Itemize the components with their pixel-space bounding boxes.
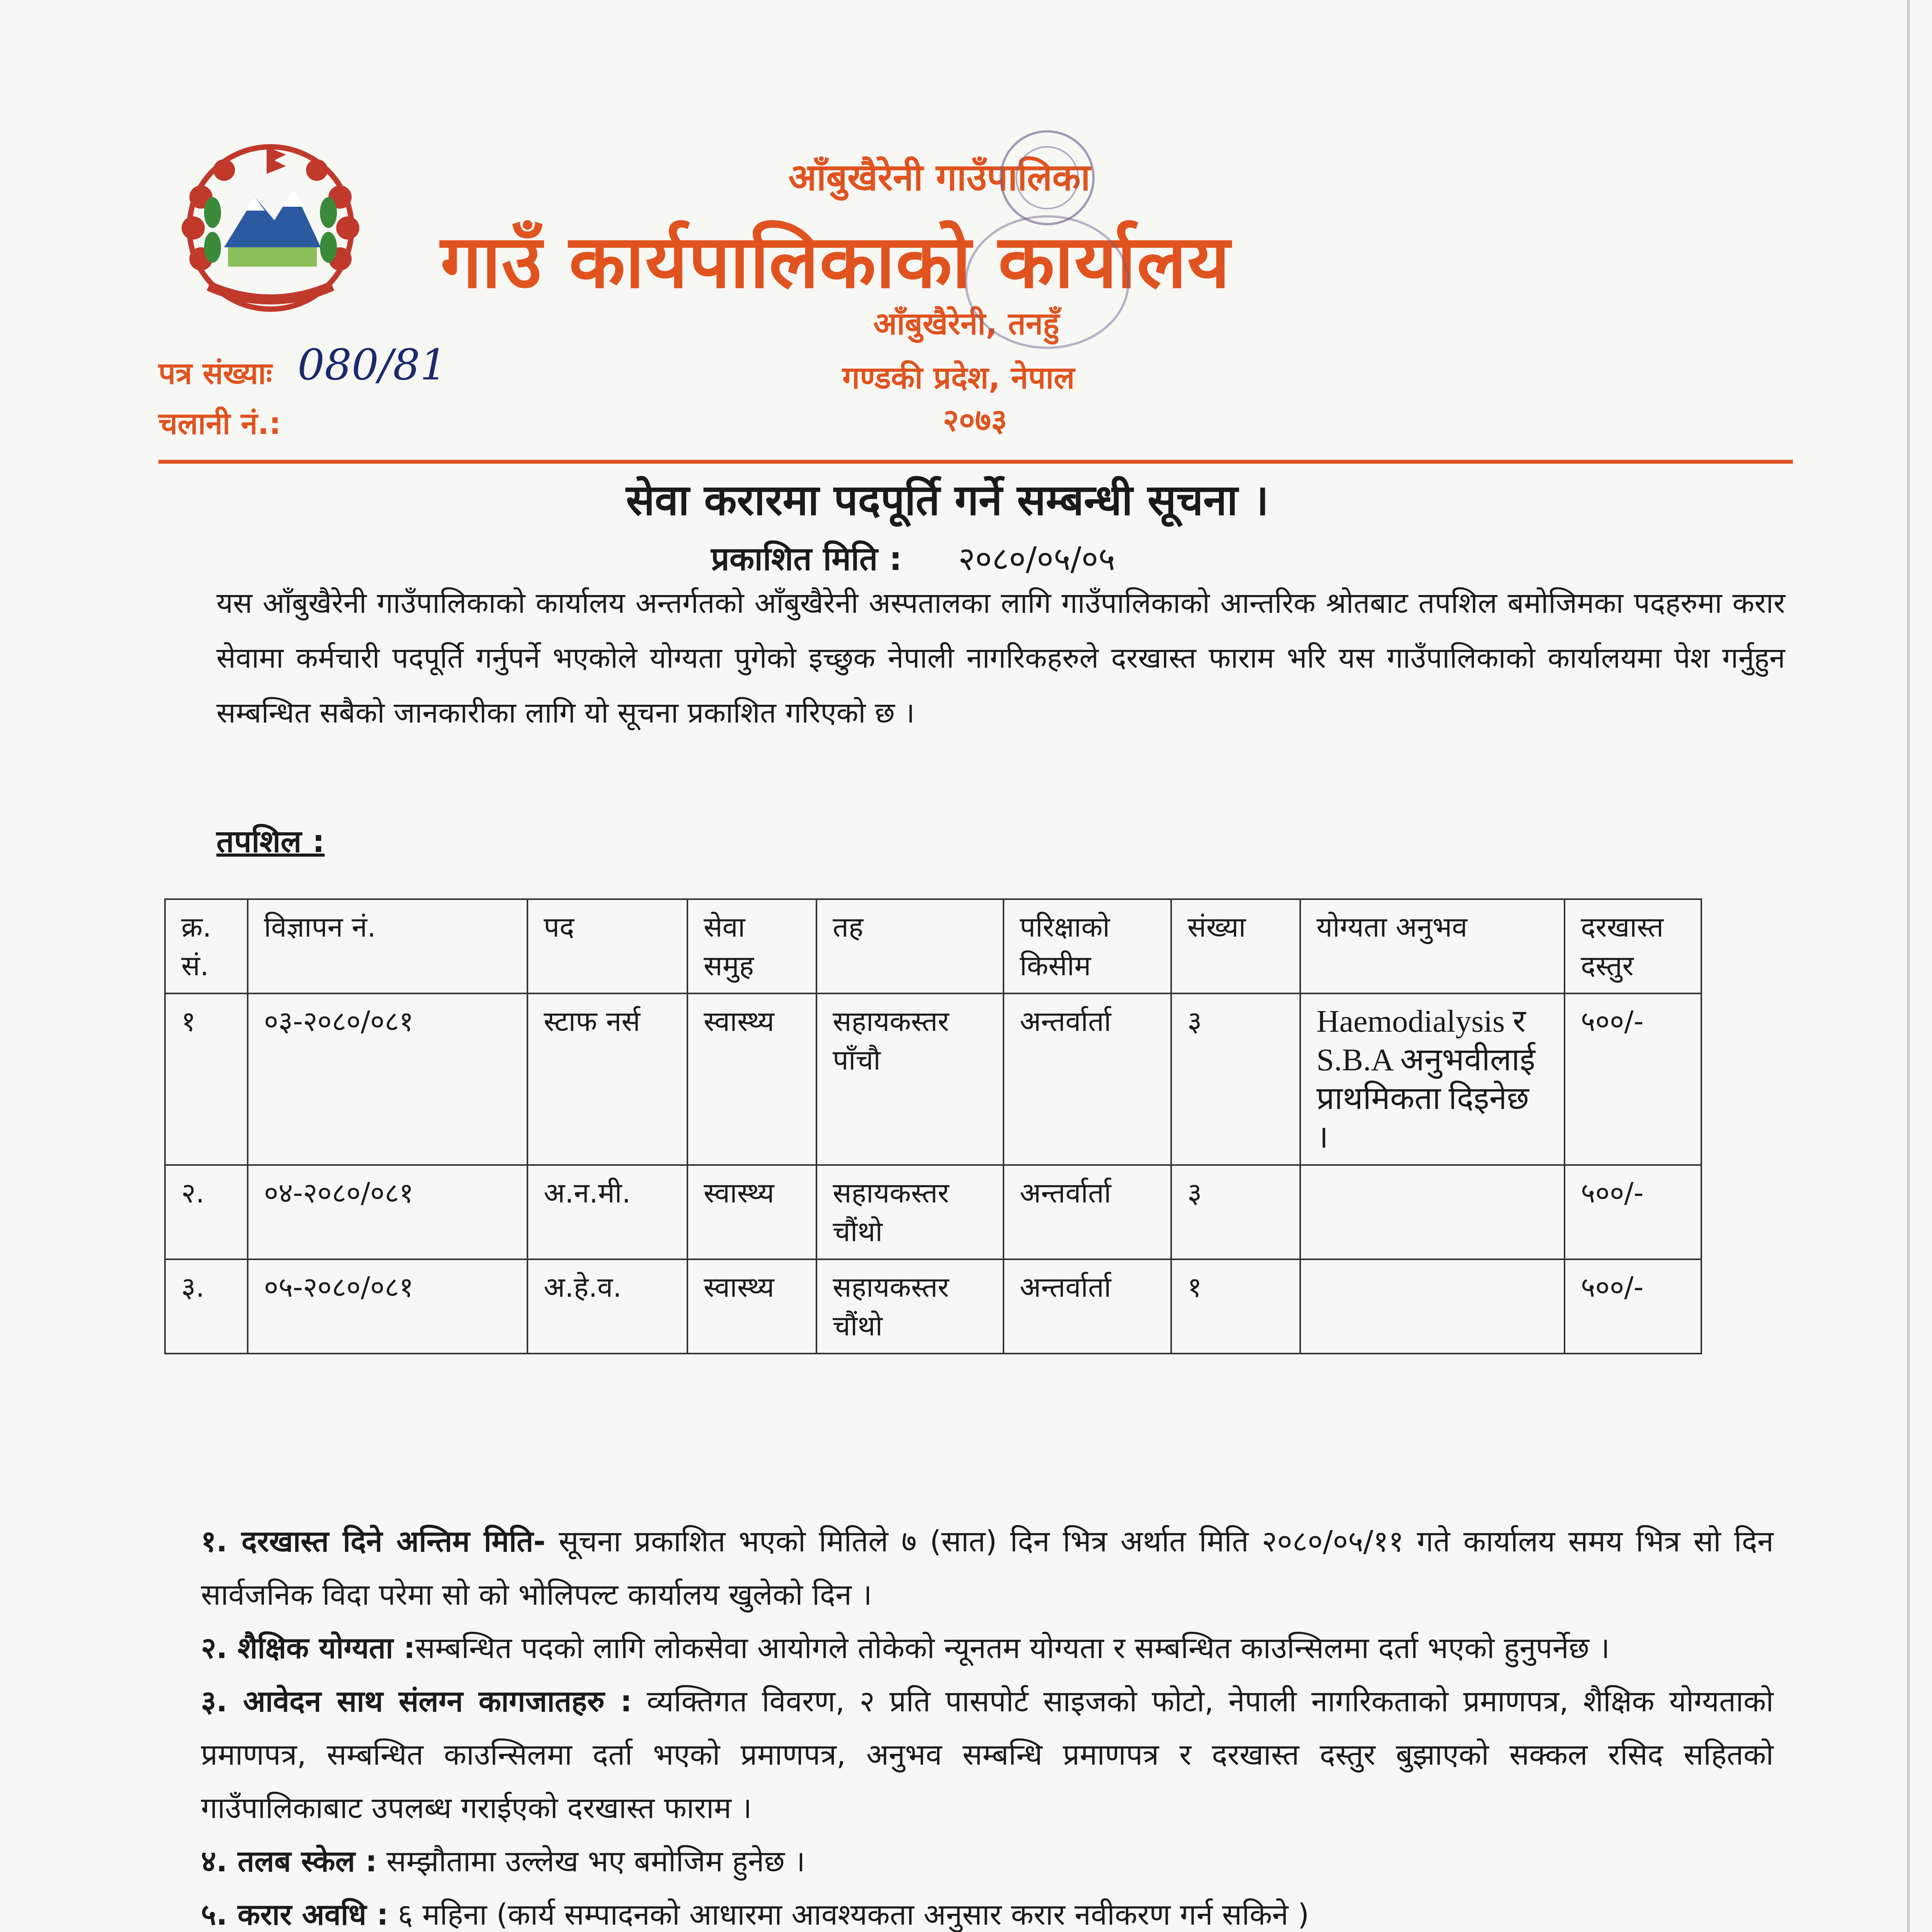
notice-title: सेवा करारमा पदपूर्ति गर्ने सम्बन्धी सूचना । <box>626 475 1269 525</box>
conditions-list <box>201 1515 1774 1932</box>
cell-count: १ <box>1171 1259 1300 1354</box>
details-heading: तपशिल : <box>216 823 325 859</box>
table-header-row <box>165 899 1701 993</box>
point-label: १. दरखास्त दिने अन्तिम मिति- <box>201 1524 546 1558</box>
cell-ad-no: ०४-२०८०/०८१ <box>248 1165 527 1259</box>
cell-post: अ.न.मी. <box>527 1165 687 1259</box>
col-fee: दरखास्त दस्तुर <box>1565 899 1701 993</box>
header-divider <box>158 460 1793 464</box>
point-label: ३. आवेदन साथ संलग्न कागजातहरु : <box>201 1684 632 1718</box>
cell-level: सहायकस्तर पाँचौ <box>816 993 1003 1165</box>
office-province: गण्डकी प्रदेश, नेपाल <box>842 360 1075 396</box>
cell-exam: अन्तर्वार्ता <box>1003 1165 1171 1259</box>
cell-fee: ५००/- <box>1565 993 1701 1165</box>
cell-exam: अन्तर्वार्ता <box>1003 993 1171 1165</box>
list-item <box>201 1515 1774 1621</box>
cell-sn: ३. <box>165 1259 248 1354</box>
cell-count: ३ <box>1171 993 1300 1165</box>
letter-no-label: पत्र संख्याः <box>158 356 272 391</box>
cell-qualification <box>1300 1259 1565 1354</box>
col-count: संख्या <box>1171 899 1300 993</box>
cell-fee: ५००/- <box>1565 1165 1701 1259</box>
office-place: आँबुखैरेनी, तनहुँ <box>873 306 1060 342</box>
cell-service: स्वास्थ्य <box>687 993 816 1165</box>
cell-ad-no: ०५-२०८०/०८१ <box>248 1259 527 1354</box>
point-text: सूचना प्रकाशित भएको मितिले ७ (सात) दिन भित्र अर्थात मिति २०८०/०५/११ गते कार्यालय समय भित्र सो दिन सार्वजनिक विदा परेमा सो को भोलिपल्ट कार्यालय खुलेको दिन । <box>201 1524 1774 1612</box>
list-item <box>201 1621 1774 1675</box>
point-label: २. शैक्षिक योग्यता : <box>201 1631 415 1665</box>
col-exam: परिक्षाको किसीम <box>1003 899 1171 993</box>
table-row <box>165 1165 1701 1259</box>
point-text: सम्झौतामा उल्लेख भए बमोजिम हुनेछ । <box>377 1844 805 1878</box>
col-service: सेवा समुह <box>687 899 816 993</box>
nepal-emblem-icon <box>162 131 379 325</box>
col-post: पद <box>527 899 687 993</box>
office-name: गाउँ कार्यपालिकाको कार्यालय <box>440 219 1231 304</box>
list-item <box>201 1888 1774 1932</box>
cell-count: ३ <box>1171 1165 1300 1259</box>
point-label: ४. तलब स्केल : <box>201 1844 377 1878</box>
office-year: २०७३ <box>943 402 1007 438</box>
letter-no-value: 080/81 <box>298 340 447 389</box>
cell-post: अ.हे.व. <box>527 1259 687 1354</box>
cell-qualification: Haemodialysis र S.B.A अनुभवीलाई प्राथमिकता दिइनेछ । <box>1300 993 1565 1165</box>
cell-fee: ५००/- <box>1565 1259 1701 1354</box>
table-row <box>165 993 1701 1165</box>
vacancy-table <box>164 898 1702 1354</box>
list-item <box>201 1675 1774 1835</box>
point-label: ५. करार अवधि : <box>201 1897 389 1932</box>
cell-sn: २. <box>165 1165 248 1259</box>
published-label: प्रकाशित मिति : <box>711 540 902 578</box>
col-sn: क्र. सं. <box>165 899 248 993</box>
notice-intro: यस आँबुखैरेनी गाउँपालिकाको कार्यालय अन्तर्गतको आँबुखैरेनी अस्पतालका लागि गाउँपालिकाको आन्तरिक श्रोतबाट तपशिल बमोजिमका पदहरुमा करार सेवामा कर्मचारी पदपूर्ति गर्नुपर्ने भएकोले योग्यता पुगेको इच्छुक नेपाली नागरिकहरुले दरखास्त फाराम भरि यस गाउँपालिकाको कार्यालयमा पेश गर्नुहुन सम्बन्धित सबैको जानकारीका लागि यो सूचना प्रकाशित गरिएको छ । <box>216 587 1785 730</box>
cell-sn: १ <box>165 993 248 1165</box>
dispatch-no-label: चलानी नं.: <box>158 406 281 441</box>
cell-ad-no: ०३-२०८०/०८१ <box>248 993 527 1165</box>
cell-service: स्वास्थ्य <box>687 1165 816 1259</box>
cell-level: सहायकस्तर चौंथो <box>816 1259 1003 1354</box>
point-text: व्यक्तिगत विवरण, २ प्रति पासपोर्ट साइजको फोटो, नेपाली नागरिकताको प्रमाणपत्र, शैक्षिक योग्यताको प्रमाणपत्र, सम्बन्धित काउन्सिलमा दर्ता भएको प्रमाणपत्र, अनुभव सम्बन्धि प्रमाणपत्र र दरखास्त दस्तुर बुझाएको सक्कल रसिद सहितको गाउँपालिकाबाट उपलब्ध गराईएको दरखास्त फाराम । <box>201 1684 1774 1825</box>
col-qualification: योग्यता अनुभव <box>1300 899 1565 993</box>
cell-level: सहायकस्तर चौंथो <box>816 1165 1003 1259</box>
cell-post: स्टाफ नर्स <box>527 993 687 1165</box>
col-level: तह <box>816 899 1003 993</box>
table-row <box>165 1259 1701 1354</box>
municipality-name: आँबुखैरेनी गाउँपालिका <box>788 156 1090 199</box>
scan-edge <box>1907 0 1910 1932</box>
list-item <box>201 1835 1774 1888</box>
cell-exam: अन्तर्वार्ता <box>1003 1259 1171 1354</box>
cell-service: स्वास्थ्य <box>687 1259 816 1354</box>
col-ad-no: विज्ञापन नं. <box>248 899 527 993</box>
point-text: सम्बन्धित पदको लागि लोकसेवा आयोगले तोकेको न्यूनतम योग्यता र सम्बन्धित काउन्सिलमा दर्ता भएको हुनुपर्नेछ । <box>415 1631 1610 1665</box>
point-text: ६ महिना (कार्य सम्पादनको आधारमा आवश्यकता अनुसार करार नवीकरण गर्न सकिने ) <box>388 1897 1310 1932</box>
round-stamp-icon <box>947 116 1148 363</box>
published-date: २०८०/०५/०५ <box>958 540 1116 578</box>
cell-qualification <box>1300 1165 1565 1259</box>
